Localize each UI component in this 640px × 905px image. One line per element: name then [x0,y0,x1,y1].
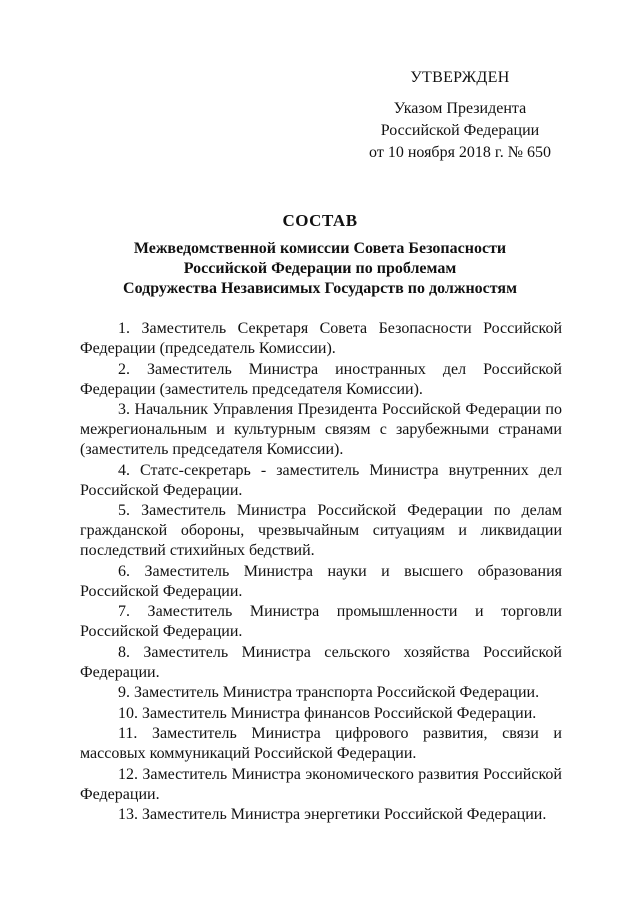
list-item: 1. Заместитель Секретаря Совета Безопасности Российской Федерации (председатель Комиссии). [80,320,562,357]
document-title: СОСТАВ [282,211,358,230]
members-list [80,319,562,826]
list-item: 5. Заместитель Министра Российской Федерации по делам гражданской обороны, чрезвычайным ситуациям и ликвидации последствий стихийных бедствий. [80,502,562,559]
list-item: 11. Заместитель Министра цифрового развития, связи и массовых коммуникаций Российской Федерации. [80,725,562,762]
approval-block [360,67,560,164]
list-item: 2. Заместитель Министра иностранных дел Российской Федерации (заместитель председателя Комиссии). [80,360,562,398]
approval-title: УТВЕРЖДЕН [410,69,510,86]
list-item: 3. Начальник Управления Президента Российской Федерации по межрегиональным и культурным связям с зарубежными странами (заместитель председателя Комиссии). [80,401,562,458]
document-subtitle [60,239,580,299]
list-item: 7. Заместитель Министра промышленности и торговли Российской Федерации. [80,603,562,640]
list-item: 6. Заместитель Министра науки и высшего образования Российской Федерации. [80,562,562,600]
list-item: 9. Заместитель Министра транспорта Российской Федерации. [118,684,540,701]
subtitle-line-2: Российской Федерации по проблемам [183,260,457,277]
subtitle-line-3: Содружества Независимых Государств по должностям [123,280,517,297]
approval-line-2: Российской Федерации [380,122,540,139]
approval-line-1: Указом Президента [393,100,527,117]
approval-line-3: от 10 ноября 2018 г. № 650 [369,144,551,161]
list-item: 10. Заместитель Министра финансов Российской Федерации. [118,704,537,722]
subtitle-line-1: Межведомственной комиссии Совета Безопасности [133,240,507,257]
list-item: 12. Заместитель Министра экономического развития Российской Федерации. [80,765,562,803]
list-item: 13. Заместитель Министра энергетики Российской Федерации. [118,806,547,823]
list-item: 8. Заместитель Министра сельского хозяйства Российской Федерации. [80,643,562,681]
list-item: 4. Статс-секретарь - заместитель Министра внутренних дел Российской Федерации. [80,461,562,499]
